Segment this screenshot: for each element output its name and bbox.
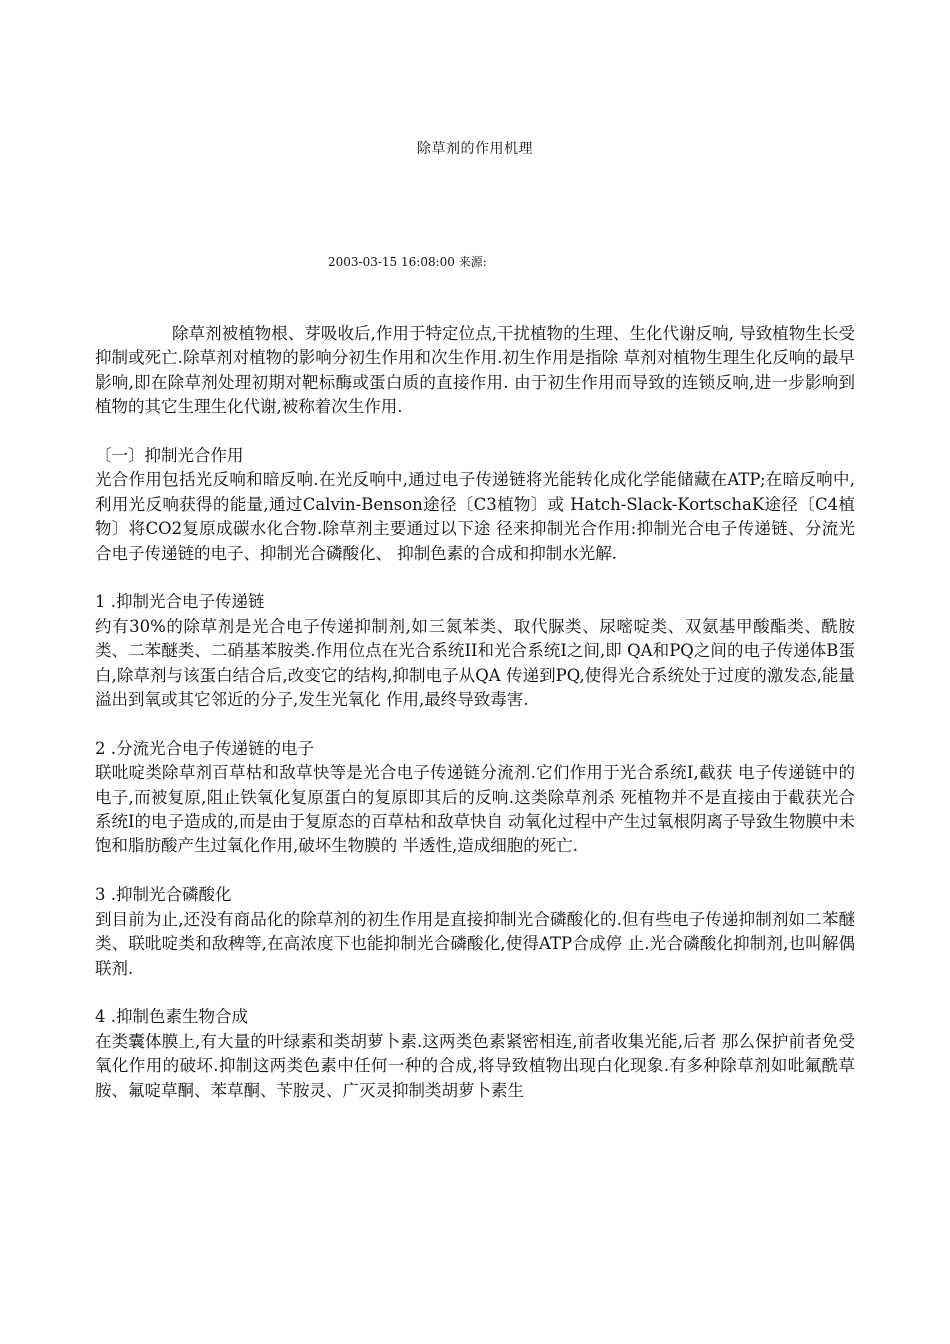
section-heading: 3 .抑制光合磷酸化 (95, 885, 232, 905)
page-title: 除草剂的作用机理 (417, 141, 533, 157)
section-heading: 2 .分流光合电子传递链的电子 (95, 738, 314, 758)
section-photosynthesis (95, 444, 855, 566)
section-text: 到目前为止,还没有商品化的除草剂的初生作用是直接抑制光合磷酸化的.但有些电子传递抑制剂如二苯醚类、联吡啶类和敌稗等,在高浓度下也能抑制光合磷酸化,使得ATP合成停 止.光合磷酸化抑制剂,也叫解偶联剂. (95, 909, 855, 978)
paragraph-spacer (95, 566, 855, 590)
paragraph-spacer (95, 712, 855, 736)
section-text: 联吡啶类除草剂百草枯和敌草快等是光合电子传递链分流剂.它们作用于光合系统I,截获 电子传递链中的电子,而被复原,阻止铁氧化复原蛋白的复原即其后的反响.这类除草剂杀 死植物并不是直接由于截获光合系统I的电子造成的,而是由于复原态的百草枯和敌草快自 动氧化过程中产生过氧根阴离子导致生物膜中未饱和脂肪酸产生过氧化作用,破坏生物膜的 半透性,造成细胞的死亡. (95, 763, 855, 856)
section-heading: 〔一〕抑制光合作用 (95, 446, 244, 466)
section-photophosphorylation (95, 883, 855, 981)
section-text: 约有30%的除草剂是光合电子传递抑制剂,如三氮苯类、取代脲类、尿嘧啶类、双氨基甲酸酯类、酰胺类、二苯醚类、二硝基苯胺类.作用位点在光合系统II和光合系统I之间,即 QA和PQ之间的电子传递体B蛋白,除草剂与该蛋白结合后,改变它的结构,抑制电子从QA 传递到PQ,使得光合系统处于过度的激发态,能量溢出到氧或其它邻近的分子,发生光氧化 作用,最终导致毒害. (95, 616, 855, 710)
section-heading: 1 .抑制光合电子传递链 (95, 592, 265, 612)
document-body (95, 322, 855, 1103)
section-text: 光合作用包括光反响和暗反响.在光反响中,通过电子传递链将光能转化成化学能储藏在ATP;在暗反响中,利用光反响获得的能量,通过Calvin-Benson途径〔C3植物〕或 Hatch-Slack-KortschaK途径〔C4植物〕将CO2复原成碳水化合物.除草剂主要通过以下途 径来抑制光合作用:抑制光合电子传递链、分流光合电子传递链的电子、抑制光合磷酸化、 抑制色素的合成和抑制水光解. (95, 470, 855, 563)
date-source-line: 2003-03-15 16:08:00 来源: (328, 255, 487, 269)
paragraph-spacer (95, 859, 855, 883)
intro-paragraph: 除草剂被植物根、芽吸收后,作用于特定位点,干扰植物的生理、生化代谢反响, 导致植物生长受抑制或死亡.除草剂对植物的影响分初生作用和次生作用.初生作用是指除 草剂对植物生理生化反响的最早影响,即在除草剂处理初期对靶标酶或蛋白质的直接作用. 由于初生作用而导致的连锁反响,进一步影响到植物的其它生理生化代谢,被称着次生作用. (95, 324, 855, 417)
paragraph-spacer (95, 981, 855, 1005)
paragraph-spacer (95, 420, 855, 444)
section-pigment-synthesis (95, 1005, 855, 1103)
section-electron-diversion (95, 737, 855, 859)
section-text: 在类囊体膜上,有大量的叶绿素和类胡萝卜素.这两类色素紧密相连,前者收集光能,后者 那么保护前者免受氧化作用的破坏.抑制这两类色素中任何一种的合成,将导致植物出现白化现象.有多种除草剂如吡氟酰草胺、氟啶草酮、苯草酮、苄胺灵、广灭灵抑制类胡萝卜素生 (95, 1031, 855, 1100)
section-electron-transport (95, 590, 855, 712)
section-heading: 4 .抑制色素生物合成 (95, 1007, 248, 1027)
